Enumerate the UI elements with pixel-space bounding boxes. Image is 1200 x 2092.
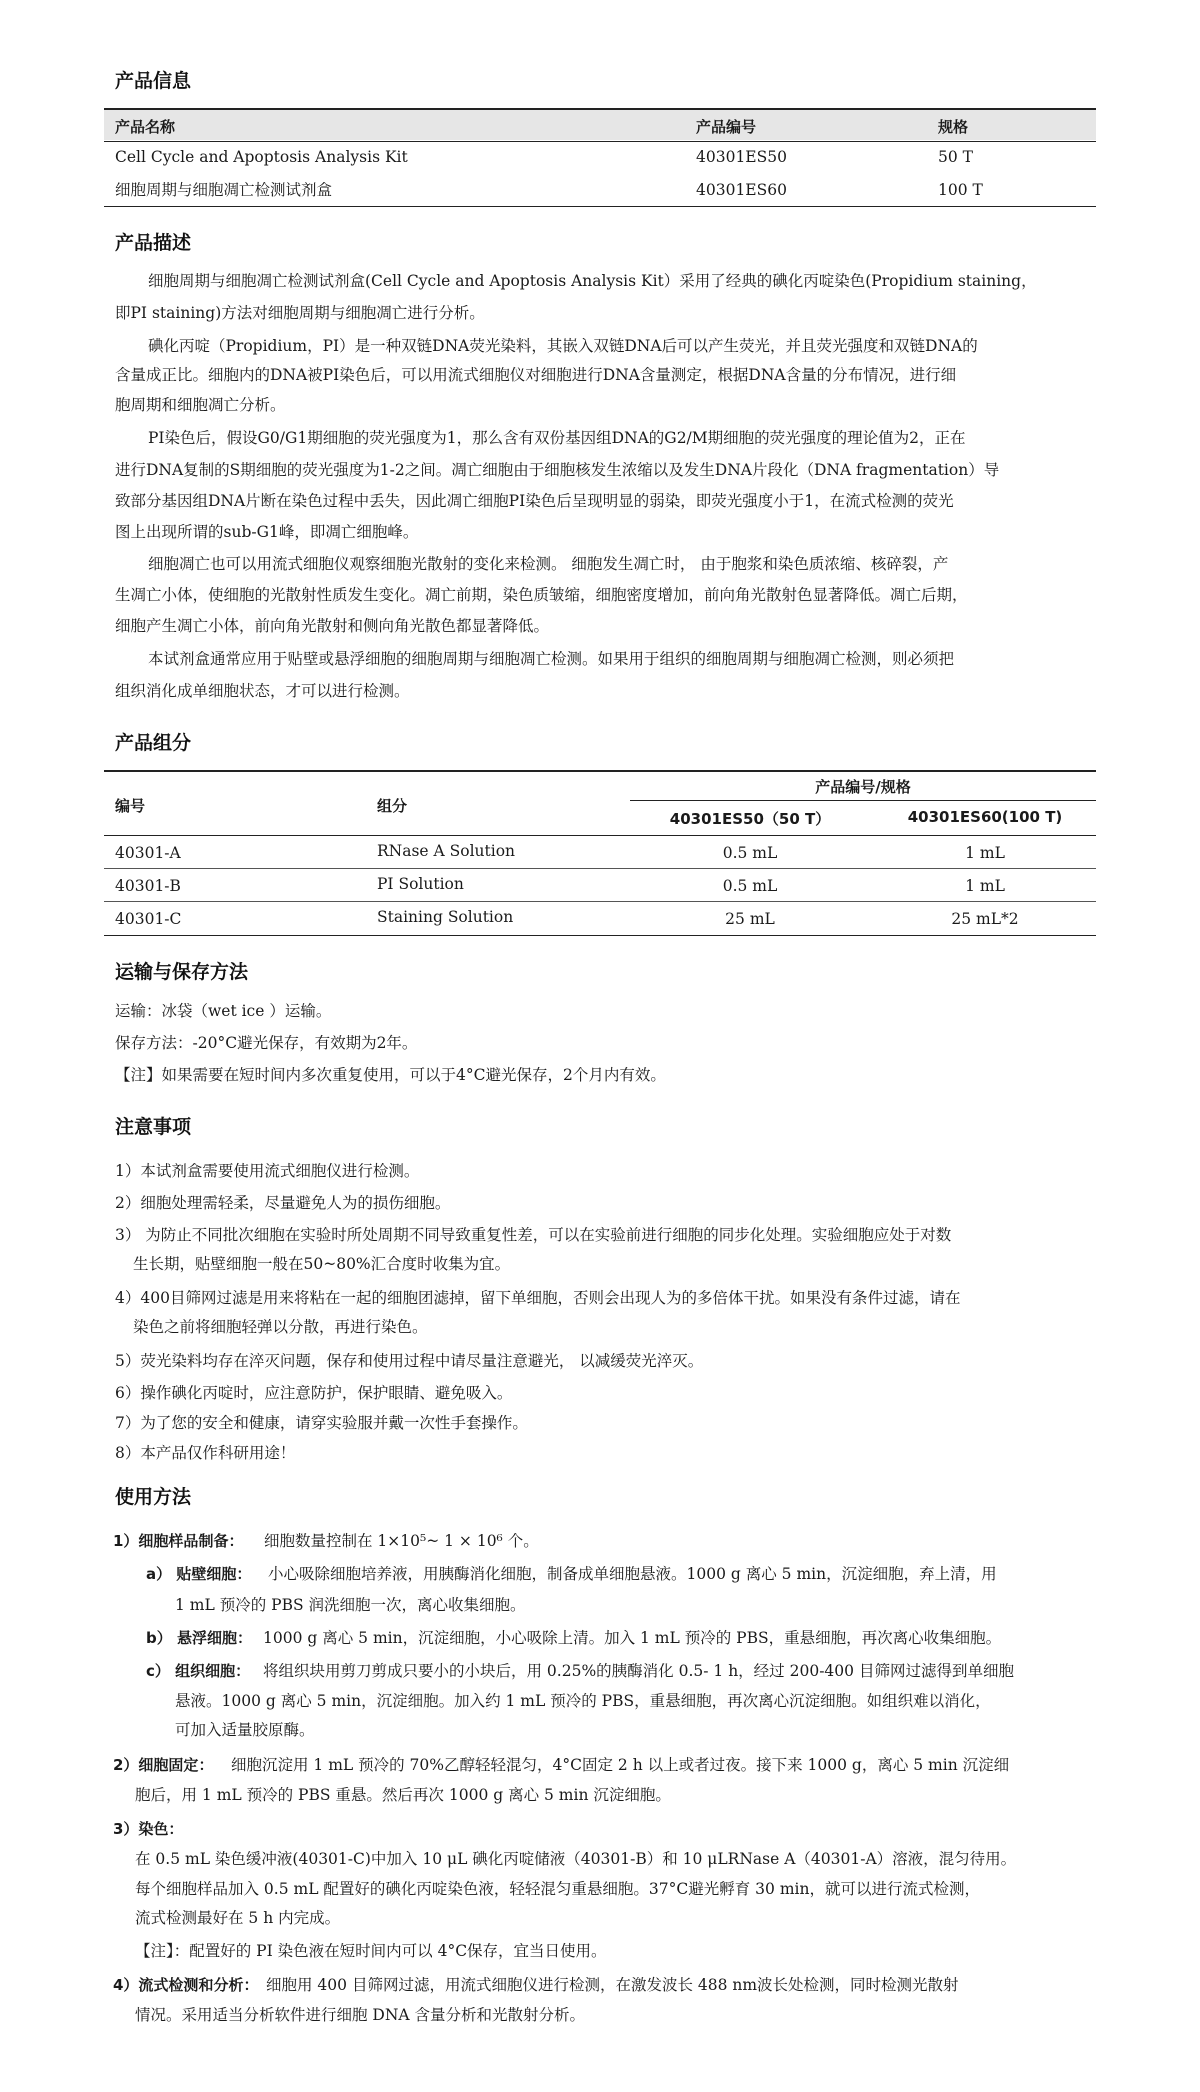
comp-row1-es60: 1 mL bbox=[965, 844, 1005, 862]
section-title-notes: 注意事项 bbox=[115, 1116, 192, 1138]
desc-line: 本试剂盒通常应用于贴壁或悬浮细胞的细胞周期与细胞凋亡检测。如果用于组织的细胞周期与细胞凋亡检测，则必须把 bbox=[148, 650, 955, 668]
usage-step3-label: 3）染色： bbox=[113, 1820, 184, 1838]
desc-line: 胞周期和细胞凋亡分析。 bbox=[115, 396, 286, 414]
info-table-bottom-rule bbox=[104, 206, 1096, 207]
comp-header-name: 组分 bbox=[377, 797, 408, 815]
usage-step1-text: 细胞数量控制在 1×10⁵~ 1 × 10⁶ 个。 bbox=[264, 1532, 539, 1550]
comp-row2-name: PI Solution bbox=[377, 875, 464, 893]
usage-step4-line: 情况。采用适当分析软件进行细胞 DNA 含量分析和光散射分析。 bbox=[135, 2006, 586, 2024]
usage-step1c-line: 可加入适量胶原酶。 bbox=[175, 1721, 315, 1739]
storage-line: 【注】如果需要在短时间内多次重复使用，可以于4°C避光保存，2个月内有效。 bbox=[115, 1066, 666, 1084]
desc-line: 图上出现所谓的sub-G1峰，即凋亡细胞峰。 bbox=[115, 523, 419, 541]
desc-line: 细胞凋亡也可以用流式细胞仪观察细胞光散射的变化来检测。 细胞发生凋亡时， 由于胞浆和染色质浓缩、核碎裂，产 bbox=[148, 555, 949, 573]
comp-row3-es50: 25 mL bbox=[725, 910, 775, 928]
comp-header-group: 产品编号/规格 bbox=[815, 778, 911, 796]
comp-table-header-rule bbox=[104, 835, 1096, 836]
comp-row1-id: 40301-A bbox=[115, 844, 181, 862]
info-row2-spec: 100 T bbox=[938, 181, 983, 199]
desc-line: 生凋亡小体，使细胞的光散射性质发生变化。凋亡前期，染色质皱缩，细胞密度增加，前向角光散射色显著降低。凋亡后期， bbox=[115, 586, 968, 604]
desc-line: 含量成正比。细胞内的DNA被PI染色后，可以用流式细胞仪对细胞进行DNA含量测定，根据DNA含量的分布情况，进行细 bbox=[115, 366, 957, 384]
storage-line: 保存方法：-20°C避光保存，有效期为2年。 bbox=[115, 1034, 418, 1052]
comp-row3-id: 40301-C bbox=[115, 910, 182, 928]
comp-row2-id: 40301-B bbox=[115, 877, 181, 895]
info-row1-spec: 50 T bbox=[938, 148, 973, 166]
note-item: 生长期，贴壁细胞一般在50~80%汇合度时收集为宜。 bbox=[133, 1255, 511, 1273]
section-title-info: 产品信息 bbox=[115, 70, 192, 92]
note-item: 8）本产品仅作科研用途！ bbox=[115, 1444, 296, 1462]
desc-line: 致部分基因组DNA片断在染色过程中丢失，因此凋亡细胞PI染色后呈现明显的弱染，即荧光强度小于1，在流式检测的荧光 bbox=[115, 492, 954, 510]
comp-row2-es50: 0.5 mL bbox=[722, 877, 778, 895]
desc-line: 细胞周期与细胞凋亡检测试剂盒(Cell Cycle and Apoptosis Analysis Kit）采用了经典的碘化丙啶染色(Propidium staining， bbox=[148, 272, 1037, 290]
note-item: 3） 为防止不同批次细胞在实验时所处周期不同导致重复性差，可以在实验前进行细胞的同步化处理。实验细胞应处于对数 bbox=[115, 1226, 952, 1244]
usage-step3-note: 【注】：配置好的 PI 染色液在短时间内可以 4°C保存，宜当日使用。 bbox=[135, 1942, 607, 1960]
info-table-header-rule bbox=[104, 141, 1096, 142]
info-row2-code: 40301ES60 bbox=[696, 181, 787, 199]
comp-row-rule bbox=[104, 868, 1096, 869]
comp-header-es60: 40301ES60(100 T) bbox=[907, 808, 1063, 826]
comp-row3-name: Staining Solution bbox=[377, 908, 514, 926]
usage-step4-line: 细胞用 400 目筛网过滤，用流式细胞仪进行检测，在激发波长 488 nm波长处检测，同时检测光散射 bbox=[266, 1976, 959, 1994]
comp-row-rule bbox=[104, 901, 1096, 902]
usage-step1b-label: b） 悬浮细胞： bbox=[146, 1629, 252, 1647]
comp-header-id: 编号 bbox=[115, 797, 146, 815]
comp-row2-es60: 1 mL bbox=[965, 877, 1005, 895]
note-item: 7）为了您的安全和健康，请穿实验服并戴一次性手套操作。 bbox=[115, 1414, 528, 1432]
comp-table-top-rule bbox=[104, 770, 1096, 772]
desc-line: 组织消化成单细胞状态，才可以进行检测。 bbox=[115, 682, 410, 700]
info-header-name: 产品名称 bbox=[115, 118, 176, 136]
section-title-desc: 产品描述 bbox=[115, 232, 192, 254]
usage-step2-label: 2）细胞固定： bbox=[113, 1756, 214, 1774]
info-table-top-rule bbox=[104, 108, 1096, 110]
usage-step1a-line: 1 mL 预冷的 PBS 润洗细胞一次，离心收集细胞。 bbox=[175, 1596, 526, 1614]
comp-row1-name: RNase A Solution bbox=[377, 842, 516, 860]
comp-row3-es60: 25 mL*2 bbox=[951, 910, 1019, 928]
usage-step3-line: 每个细胞样品加入 0.5 mL 配置好的碘化丙啶染色液，轻轻混匀重悬细胞。37°C避光孵育 30 min，就可以进行流式检测， bbox=[135, 1880, 980, 1898]
desc-line: 即PI staining)方法对细胞周期与细胞凋亡进行分析。 bbox=[115, 304, 485, 322]
usage-step4-label: 4）流式检测和分析： bbox=[113, 1976, 259, 1994]
note-item: 5）荧光染料均存在淬灭问题，保存和使用过程中请尽量注意避光， 以减缓荧光淬灭。 bbox=[115, 1352, 704, 1370]
info-row1-code: 40301ES50 bbox=[696, 148, 787, 166]
usage-step3-line: 流式检测最好在 5 h 内完成。 bbox=[135, 1909, 341, 1927]
comp-header-group-rule bbox=[630, 800, 1096, 801]
comp-header-es50: 40301ES50（50 T） bbox=[669, 810, 831, 828]
comp-row1-es50: 0.5 mL bbox=[722, 844, 778, 862]
note-item: 2）细胞处理需轻柔，尽量避免人为的损伤细胞。 bbox=[115, 1194, 451, 1212]
usage-step1c-line: 将组织块用剪刀剪成只要小的小块后，用 0.25%的胰酶消化 0.5- 1 h，经过 200-400 目筛网过滤得到单细胞 bbox=[263, 1662, 1014, 1680]
usage-step1a-line: 小心吸除细胞培养液，用胰酶消化细胞，制备成单细胞悬液。1000 g 离心 5 min，沉淀细胞，弃上清，用 bbox=[268, 1565, 997, 1583]
section-title-storage: 运输与保存方法 bbox=[115, 961, 249, 983]
desc-line: 细胞产生凋亡小体，前向角光散射和侧向角光散色都显著降低。 bbox=[115, 617, 550, 635]
info-header-code: 产品编号 bbox=[696, 118, 757, 136]
desc-line: PI染色后，假设G0/G1期细胞的荧光强度为1，那么含有双份基因组DNA的G2/M期细胞的荧光强度的理论值为2，正在 bbox=[148, 429, 966, 447]
usage-step1c-line: 悬液。1000 g 离心 5 min，沉淀细胞。加入约 1 mL 预冷的 PBS，重悬细胞，再次离心沉淀细胞。如组织难以消化， bbox=[175, 1692, 991, 1710]
usage-step1-label: 1）细胞样品制备： bbox=[113, 1532, 244, 1550]
info-header-spec: 规格 bbox=[938, 118, 969, 136]
info-row2-name: 细胞周期与细胞凋亡检测试剂盒 bbox=[115, 181, 333, 199]
desc-line: 碘化丙啶（Propidium，PI）是一种双链DNA荧光染料，其嵌入双链DNA后可以产生荧光，并且荧光强度和双链DNA的 bbox=[148, 337, 978, 355]
usage-step3-line: 在 0.5 mL 染色缓冲液(40301-C)中加入 10 μL 碘化丙啶储液（40301-B）和 10 μLRNase A（40301-A）溶液，混匀待用。 bbox=[135, 1850, 1017, 1868]
usage-step1a-label: a） 贴壁细胞： bbox=[146, 1565, 252, 1583]
comp-table-bottom-rule bbox=[104, 935, 1096, 936]
usage-step2-line: 细胞沉淀用 1 mL 预冷的 70%乙醇轻轻混匀，4°C固定 2 h 以上或者过夜。接下来 1000 g，离心 5 min 沉淀细 bbox=[231, 1756, 1010, 1774]
note-item: 染色之前将细胞轻弹以分散，再进行染色。 bbox=[133, 1318, 428, 1336]
note-item: 1）本试剂盒需要使用流式细胞仪进行检测。 bbox=[115, 1162, 420, 1180]
section-title-comp: 产品组分 bbox=[115, 732, 192, 754]
info-row1-name: Cell Cycle and Apoptosis Analysis Kit bbox=[115, 148, 408, 166]
desc-line: 进行DNA复制的S期细胞的荧光强度为1-2之间。凋亡细胞由于细胞核发生浓缩以及发生DNA片段化（DNA fragmentation）导 bbox=[115, 461, 1000, 479]
usage-step1c-label: c） 组织细胞： bbox=[146, 1662, 251, 1680]
usage-step1b-line: 1000 g 离心 5 min，沉淀细胞，小心吸除上清。加入 1 mL 预冷的 PBS，重悬细胞，再次离心收集细胞。 bbox=[263, 1629, 1002, 1647]
section-title-usage: 使用方法 bbox=[115, 1486, 192, 1508]
note-item: 4）400目筛网过滤是用来将粘在一起的细胞团滤掉，留下单细胞，否则会出现人为的多倍体干扰。如果没有条件过滤，请在 bbox=[115, 1289, 961, 1307]
storage-line: 运输：冰袋（wet ice ）运输。 bbox=[115, 1002, 332, 1020]
note-item: 6）操作碘化丙啶时，应注意防护，保护眼睛、避免吸入。 bbox=[115, 1384, 513, 1402]
usage-step2-line: 胞后，用 1 mL 预冷的 PBS 重悬。然后再次 1000 g 离心 5 min 沉淀细胞。 bbox=[135, 1786, 671, 1804]
